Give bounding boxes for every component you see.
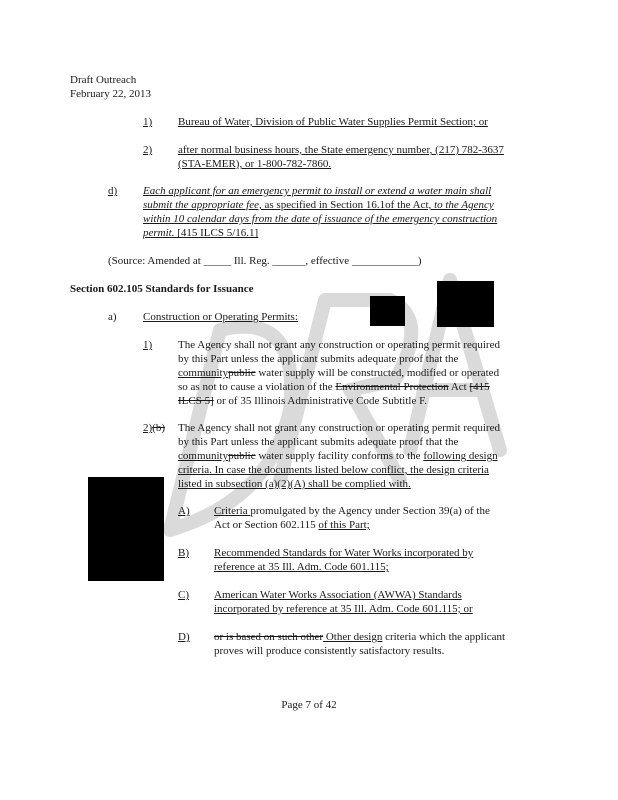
paragraph-text: Each applicant for an emergency permit to install or extend a water main shall — [143, 185, 492, 197]
item-text: listed in subsection (a)(2)(A) shall be complied with. — [178, 478, 411, 490]
subitem-label: A) — [178, 505, 190, 517]
subitem-label: D) — [178, 631, 190, 643]
subitem-text: Act or Section 602.115 of this Part; — [214, 519, 370, 531]
item-text: by this Part unless the applicant submits adequate proof that the — [178, 436, 459, 448]
list-item-number: 1) — [143, 116, 153, 128]
header-date: February 22, 2013 — [70, 88, 151, 100]
item-text: so as not to cause a violation of the Environmental Protection Act [415 — [178, 381, 490, 393]
list-item-number: 2) — [143, 144, 153, 156]
list-item-text: Bureau of Water, Division of Public Water Supplies Permit Section; or — [178, 116, 488, 128]
list-item-text: after normal business hours, the State emergency number, (217) 782-3637 — [178, 144, 504, 156]
item-text: by this Part unless the applicant submits adequate proof that the — [178, 353, 459, 365]
page-number: Page 7 of 42 — [281, 699, 337, 711]
paragraph-label: d) — [108, 185, 118, 197]
subitem-text: incorporated by reference at 35 Ill. Adm. Code 601.115; or — [214, 603, 473, 615]
item-text: communitypublic water supply will be constructed, modified or operated — [178, 367, 500, 379]
section-title: Section 602.105 Standards for Issuance — [70, 283, 254, 295]
redaction-box — [437, 281, 494, 327]
paragraph-text: within 10 calendar days from the date of issuance of the emergency construction — [143, 213, 498, 225]
item-text: The Agency shall not grant any construction or operating permit required — [178, 339, 500, 351]
subitem-text: Criteria promulgated by the Agency under Section 39(a) of the — [214, 505, 490, 517]
item-text: ILCS 5] or of 35 Illinois Administrative Code Subtitle F. — [178, 395, 428, 407]
draft-label: Draft Outreach — [70, 74, 137, 86]
item-number: 1) — [143, 339, 153, 351]
item-number: 2)(b) — [143, 422, 165, 434]
paragraph-text: submit the appropriate fee, as specified in Section 16.1of the Act, to the Agency — [143, 199, 494, 211]
subitem-text: or is based on such other Other design criteria which the applicant — [214, 631, 506, 643]
redaction-box — [88, 477, 164, 581]
subitem-text: American Water Works Association (AWWA) Standards — [214, 589, 462, 601]
paragraph-heading: Construction or Operating Permits: — [143, 311, 298, 323]
paragraph-label: a) — [108, 311, 117, 323]
redaction-box — [370, 296, 405, 326]
item-text: criteria. In case the documents listed below conflict, the design criteria — [178, 464, 489, 476]
item-text: communitypublic water supply facility conforms to the following design — [178, 450, 498, 462]
item-text: The Agency shall not grant any construction or operating permit required — [178, 422, 500, 434]
source-note: (Source: Amended at _____ Ill. Reg. ______, effective ____________) — [108, 255, 422, 267]
subitem-text: reference at 35 Ill. Adm. Code 601.115; — [214, 561, 389, 573]
list-item-text: (STA-EMER), or 1-800-782-7860. — [178, 158, 332, 170]
subitem-text: proves will produce consistently satisfactory results. — [214, 645, 445, 657]
subitem-label: C) — [178, 589, 189, 601]
subitem-label: B) — [178, 547, 189, 559]
paragraph-text: permit. [415 ILCS 5/16.1] — [143, 227, 259, 239]
subitem-text: Recommended Standards for Water Works incorporated by — [214, 547, 474, 559]
